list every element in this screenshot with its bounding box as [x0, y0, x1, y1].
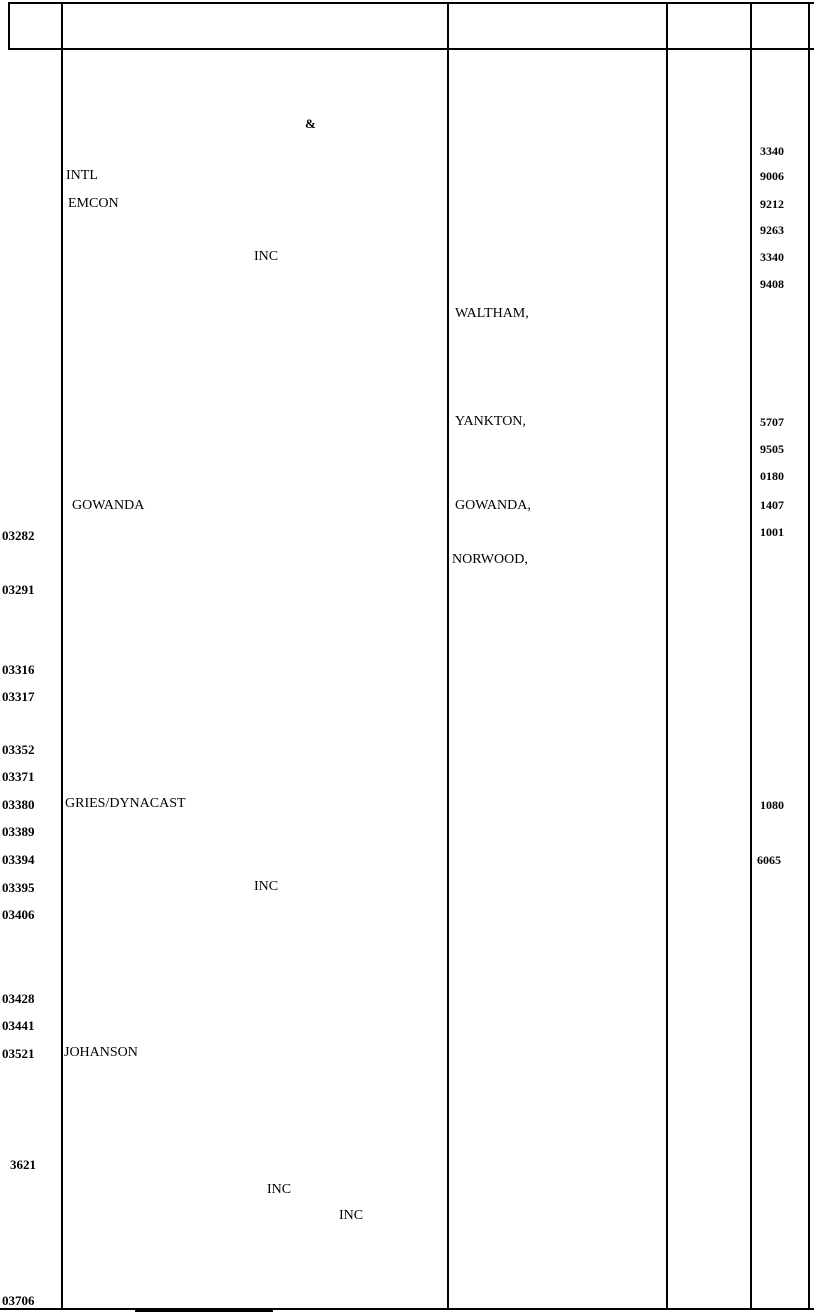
table-bottom-rule — [0, 1308, 814, 1310]
cage-code: 03352 — [2, 742, 35, 757]
cage-code: 03380 — [2, 797, 35, 812]
cage-code: 03395 — [2, 880, 35, 895]
zip-code: 3340 — [760, 144, 784, 158]
zip-code: 3340 — [760, 250, 784, 264]
cage-code: 03706 — [2, 1293, 35, 1308]
cage-code: 03394 — [2, 852, 35, 867]
cage-code: 03441 — [2, 1018, 35, 1033]
cage-code: 03291 — [2, 582, 35, 597]
cage-code: 03282 — [2, 528, 35, 543]
company-name: GRIES/DYNACAST — [65, 796, 186, 811]
company-name: & — [305, 116, 316, 131]
company-name: EMCON — [68, 196, 119, 211]
column-divider-name — [447, 2, 449, 1309]
city-name: YANKTON, — [455, 414, 526, 429]
cage-code: 03316 — [2, 662, 35, 677]
zip-code: 9263 — [760, 223, 784, 237]
zip-code: 1001 — [760, 525, 784, 539]
cage-code: 03371 — [2, 769, 35, 784]
column-divider-right-edge — [808, 2, 810, 1309]
table-top-rule — [8, 2, 814, 4]
zip-code: 1407 — [760, 498, 784, 512]
zip-code: 9505 — [760, 442, 784, 456]
city-name: GOWANDA, — [455, 498, 531, 513]
column-divider-city — [666, 2, 668, 1309]
cage-code: 3621 — [10, 1157, 36, 1172]
company-name: INTL — [66, 168, 98, 183]
zip-code: 5707 — [760, 415, 784, 429]
zip-code: 0180 — [760, 469, 784, 483]
cage-code: 03317 — [2, 689, 35, 704]
city-name: WALTHAM, — [455, 306, 529, 321]
column-divider-state — [750, 2, 752, 1309]
company-name: INC — [254, 249, 279, 264]
company-name: INC — [267, 1182, 292, 1197]
zip-code: 6065 — [757, 853, 781, 867]
footer-underline — [135, 1310, 273, 1312]
cage-code: 03406 — [2, 907, 35, 922]
zip-code: 9212 — [760, 197, 784, 211]
column-divider-left-edge — [8, 2, 10, 50]
header-bottom-rule — [8, 48, 814, 50]
cage-code: 03389 — [2, 824, 35, 839]
zip-code: 1080 — [760, 798, 784, 812]
cage-code: 03521 — [2, 1046, 35, 1061]
company-name: INC — [339, 1208, 364, 1223]
company-name: JOHANSON — [64, 1045, 138, 1060]
zip-code: 9006 — [760, 169, 784, 183]
company-name: INC — [254, 879, 279, 894]
column-divider-code — [61, 2, 63, 1309]
company-name: GOWANDA — [72, 498, 145, 513]
cage-code: 03428 — [2, 991, 35, 1006]
zip-code: 9408 — [760, 277, 784, 291]
city-name: NORWOOD, — [452, 552, 528, 567]
